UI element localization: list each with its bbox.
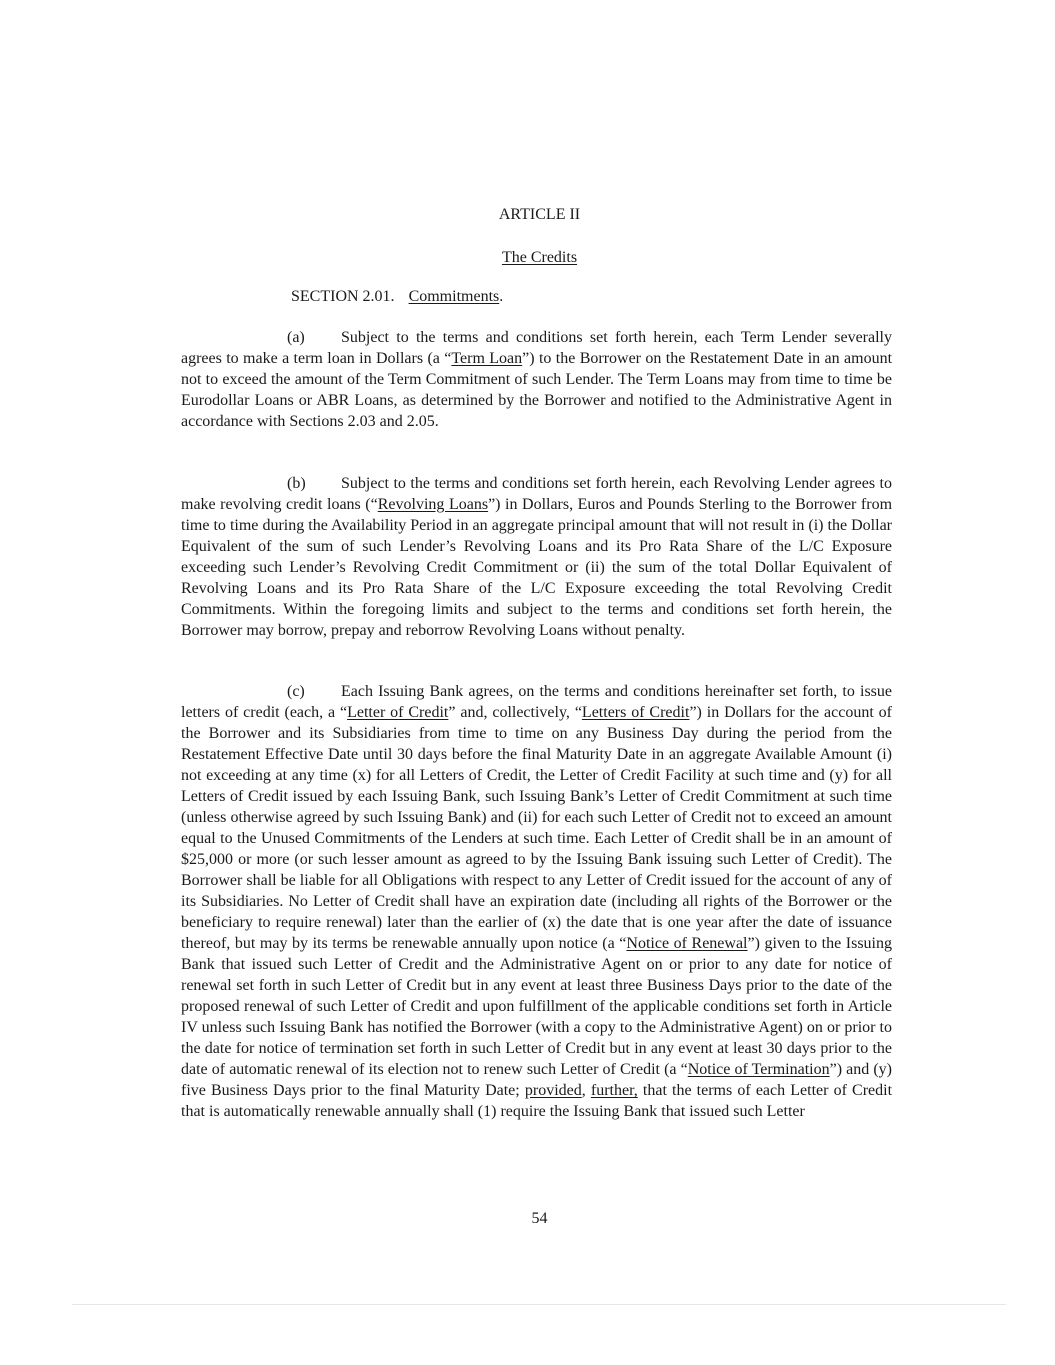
article-title-text: The Credits — [501, 249, 578, 266]
page-bottom-divider — [72, 1304, 1006, 1305]
paragraph-text: ”) given to the Issuing Bank that issued such Letter of Credit and the Administrative Agent on or prior to any date for notice of renewal set forth in such Letter of Credit but in any event at least three Business Days prior to the date of the proposed renewal of such Letter of Credit and upon fulfillment of the applicable conditions set forth in Article IV unless such Issuing Bank has notified the Borrower (with a copy to the Administrative Agent) on or prior to the date for notice of termination set forth in such Letter of Credit but in any event at least 30 days prior to the date of automatic renewal of its election not to renew such Letter of Credit (a “ — [181, 935, 893, 1078]
paragraph-text: ” and, collectively, “ — [448, 704, 582, 721]
paragraph-b — [181, 473, 892, 641]
defined-term-notice-of-termination: Notice of Termination — [687, 1061, 830, 1078]
defined-term-term-loan: Term Loan — [451, 350, 523, 367]
paragraph-text: ”) to the Borrower on the Restatement Date in an amount not to exceed the amount of the Term Commitment of such Lender. The Term Loans may from time to time be Eurodollar Loans or ABR Loans, as determined by the Borrower and notified to the Administrative Agent in accordance with Sections 2.03 and 2.05. — [181, 350, 893, 430]
article-heading: ARTICLE II — [498, 206, 581, 223]
proviso-provided: provided — [524, 1082, 582, 1099]
paragraph-text: Each Issuing Bank agrees, on the terms and conditions hereinafter set forth, to issue letters of credit (each, a “ — [181, 683, 892, 721]
article-title — [0, 248, 1055, 268]
defined-term-letter-of-credit: Letter of Credit — [347, 704, 449, 721]
paragraph-label: (b) — [287, 475, 306, 492]
defined-term-revolving-loans: Revolving Loans — [377, 496, 489, 513]
section-title: Commitments — [408, 288, 500, 305]
paragraph-text: that the terms of each Letter of Credit that is automatically renewable annually shall (1) require the Issuing Bank that issued such Letter — [181, 1082, 893, 1120]
section-title-wrap — [409, 288, 504, 305]
paragraph-text: Subject to the terms and conditions set forth herein, each Revolving Lender agrees to make revolving credit loans (“ — [181, 475, 892, 513]
paragraph-c — [181, 681, 892, 1122]
paragraph-text: Subject to the terms and conditions set forth herein, each Term Lender severally agrees to make a term loan in Dollars (a “ — [181, 329, 892, 367]
page-number: 54 — [531, 1210, 548, 1227]
paragraph-text: , — [581, 1082, 591, 1099]
section-title-suffix: . — [499, 288, 504, 305]
paragraph-label: (c) — [287, 683, 305, 700]
defined-term-letters-of-credit: Letters of Credit — [581, 704, 690, 721]
section-number: SECTION 2.01. — [291, 288, 395, 305]
paragraph-text: ”) in Dollars for the account of the Borrower and its Subsidiaries from time to time on any Business Day during the period from the Restatement Effective Date until 30 days before the final Maturity Date in an aggregate Available Amount (i) not exceeding at any time (x) for all Letters of Credit, the Letter of Credit Facility at such time and (y) for all Letters of Credit issued by each Issuing Bank, such Issuing Bank’s Letter of Credit Commitment at such time (unless otherwise agreed by such Issuing Bank) and (ii) for each such Letter of Credit not to exceed an amount equal to the Unused Commitments of the Lenders at such time. Each Letter of Credit shall be in an amount of $25,000 or more (or such lesser amount as agreed to by the Issuing Bank issuing such Letter of Credit). The Borrower shall be liable for all Obligations with respect to any Letter of Credit issued for the account of any of its Subsidiaries. No Letter of Credit shall have an expiration date (including all rights of the Borrower or the beneficiary to require renewal) later than the earlier of (x) the date that is one year after the date of issuance thereof, but may by its terms be renewable annually upon notice (a “ — [181, 704, 892, 952]
proviso-further: further, — [590, 1082, 638, 1099]
section-heading — [291, 287, 503, 307]
defined-term-notice-of-renewal: Notice of Renewal — [626, 935, 748, 952]
paragraph-text: ”) in Dollars, Euros and Pounds Sterling to the Borrower from time to time during the Availability Period in an aggregate principal amount that will not result in (i) the Dollar Equivalent of the sum of such Lender’s Revolving Loans and its Pro Rata Share of the L/C Exposure exceeding such Lender’s Revolving Credit Commitment or (ii) the sum of the total Dollar Equivalent of Revolving Loans and its Pro Rata Share of the L/C Exposure exceeding the total Revolving Credit Commitments. Within the foregoing limits and subject to the terms and conditions set forth herein, the Borrower may borrow, prepay and reborrow Revolving Loans without penalty. — [181, 496, 893, 639]
paragraph-text: ”) and (y) five Business Days prior to the final Maturity Date; — [181, 1061, 893, 1099]
paragraph-label: (a) — [287, 329, 305, 346]
paragraph-a — [181, 327, 892, 432]
